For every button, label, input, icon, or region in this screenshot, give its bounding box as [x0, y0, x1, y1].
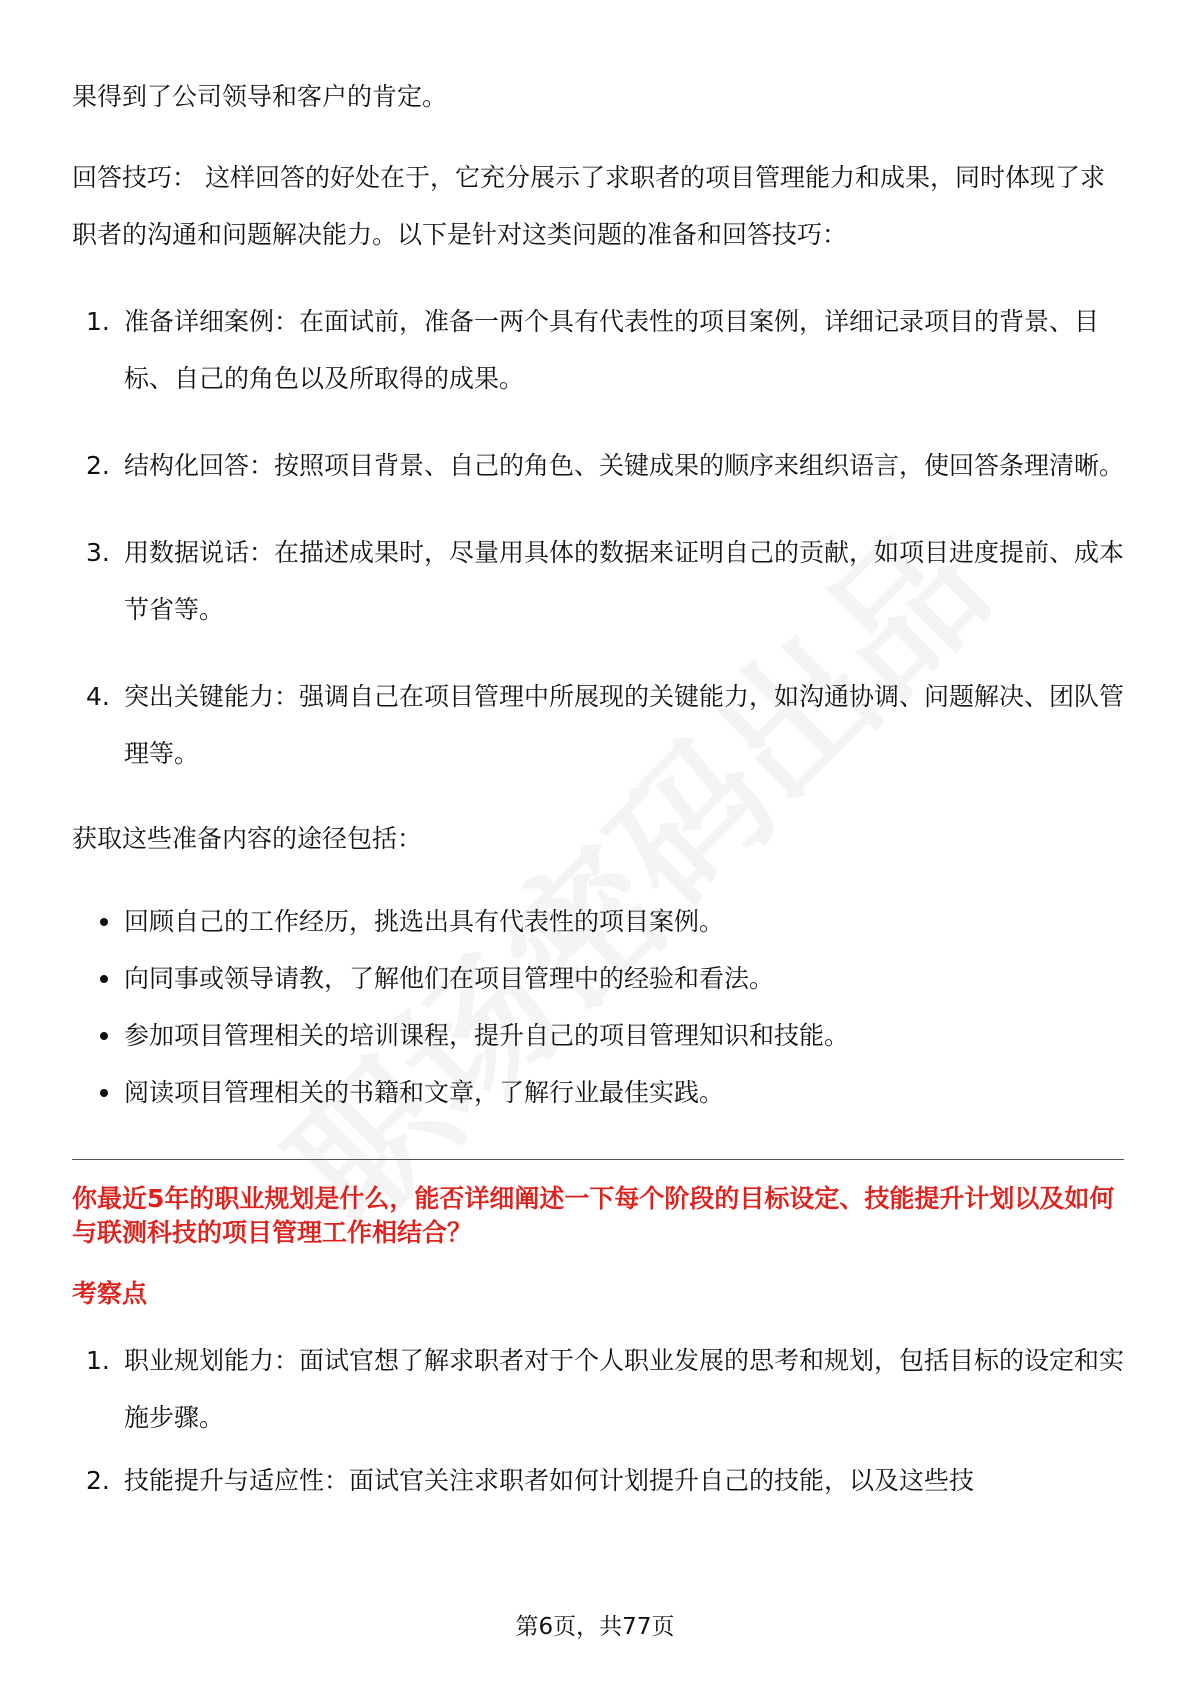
bullet-icon	[100, 1032, 108, 1040]
page-footer: 第6页，共77页	[515, 1614, 675, 1640]
points-list	[72, 1332, 1124, 1509]
intro-text: 果得到了公司领导和客户的肯定。	[72, 82, 448, 111]
page-content	[72, 68, 1124, 1509]
sources-list	[72, 893, 1124, 1121]
list-item: 阅读项目管理相关的书籍和文章，了解行业最佳实践。	[72, 1064, 1124, 1121]
list-item: 回顾自己的工作经历，挑选出具有代表性的项目案例。	[72, 893, 1124, 950]
list-item: 1. 准备详细案例：在面试前，准备一两个具有代表性的项目案例，详细记录项目的背景、目标、自己的角色以及所取得的成果。	[86, 307, 1100, 393]
list-item: 2. 结构化回答：按照项目背景、自己的角色、关键成果的顺序来组织语言，使回答条理清晰。	[86, 451, 1125, 480]
bullet-icon	[100, 1089, 108, 1097]
bullet-icon	[100, 975, 108, 983]
list-item: 2. 技能提升与适应性：面试官关注求职者如何计划提升自己的技能，以及这些技	[86, 1466, 975, 1495]
section-divider	[72, 1159, 1124, 1160]
list-item: 4. 突出关键能力：强调自己在项目管理中所展现的关键能力，如沟通协调、问题解决、团队管理等。	[86, 682, 1125, 768]
list-item: 参加项目管理相关的培训课程，提升自己的项目管理知识和技能。	[72, 1007, 1124, 1064]
sources-intro: 获取这些准备内容的途径包括：	[72, 824, 423, 853]
section-title: 考察点	[72, 1279, 148, 1308]
list-item: 1. 职业规划能力：面试官想了解求职者对于个人职业发展的思考和规划，包括目标的设定和实施步骤。	[86, 1346, 1125, 1432]
question-heading: 你最近5年的职业规划是什么，能否详细阐述一下每个阶段的目标设定、技能提升计划以及如何与联测科技的项目管理工作相结合？	[72, 1184, 1115, 1247]
list-item: 向同事或领导请教，了解他们在项目管理中的经验和看法。	[72, 950, 1124, 1007]
bullet-icon	[100, 918, 108, 926]
list-item: 3. 用数据说话：在描述成果时，尽量用具体的数据来证明自己的贡献，如项目进度提前、成本节省等。	[86, 538, 1125, 624]
tips-paragraph: 回答技巧： 这样回答的好处在于，它充分展示了求职者的项目管理能力和成果，同时体现了求职者的沟通和问题解决能力。以下是针对这类问题的准备和回答技巧：	[72, 163, 1105, 249]
tips-list	[72, 293, 1124, 782]
